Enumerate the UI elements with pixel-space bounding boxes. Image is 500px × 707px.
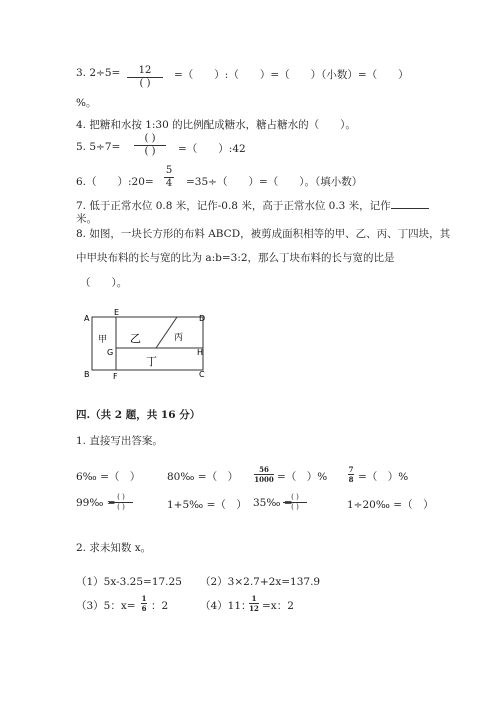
label-h: H (197, 348, 204, 357)
s4q2-p3-rest: ：2 (151, 600, 169, 612)
s4q1-r2-a-fraction (108, 494, 134, 511)
q5-fraction (134, 134, 166, 157)
answer-blank (391, 198, 429, 209)
label-e: E (114, 308, 120, 317)
q5-prefix: 5. 5÷7= (76, 141, 121, 153)
q6-rest: =35÷（ ）=（ ）。（填小数） (186, 176, 363, 188)
region-jia: 甲 (98, 335, 108, 345)
q4-text: 4. 把糖和水按 1:30 的比例配成糖水，糖占糖水的（ ）。 (76, 119, 356, 131)
q8-line1: 8. 如图，一块长方形的布料 ABCD，被剪成面积相等的甲、乙、丙、丁四块，其 (76, 228, 451, 240)
region-ding: 丁 (146, 355, 157, 368)
p3-den: 6 (141, 604, 147, 613)
s4q1-r1-d-rest: =（ ）% (358, 471, 409, 483)
s4q2-p3-fraction (140, 595, 148, 612)
q7-text: 7. 低于正常水位 0.8 米，记作-0.8 米，高于正常水位 0.3 米，记作 (76, 200, 391, 212)
s4q2-p4-fraction (248, 595, 260, 612)
q6-fraction (162, 166, 176, 189)
q3-frac-den: ( ) (139, 78, 151, 89)
s4q1-r1-c-fraction (253, 466, 275, 483)
s4q1-r1-b: 80‰ =（ ） (167, 471, 239, 483)
s4q1-r1-c-rest: =（ ）% (277, 471, 328, 483)
s4q2-p2: （2）3×2.7+2x=137.9 (200, 576, 321, 588)
label-g: G (107, 348, 114, 357)
label-c: C (199, 370, 205, 379)
r2-c-num: ( ) (291, 493, 299, 501)
s4q1-r2-c-prefix: 35‰ = (253, 497, 293, 509)
r1-c-num: 56 (259, 465, 269, 474)
s4q1-r1-d-fraction (347, 466, 355, 483)
section-4-title: 四.（共 2 题，共 16 分） (76, 409, 201, 421)
s4q1-r2-b: 1+5‰ =（ ） (167, 499, 247, 511)
label-d: D (199, 314, 206, 323)
r1-d-num: 7 (348, 465, 354, 474)
label-a: A (84, 314, 90, 323)
rectangle-figure (70, 305, 220, 385)
r1-c-den: 1000 (254, 475, 274, 484)
q3-fraction (127, 66, 163, 89)
q7-line1 (76, 198, 429, 213)
s4q1-r1-a: 6‰ =（ ） (76, 471, 141, 483)
label-b: B (84, 370, 90, 379)
r1-d-den: 8 (348, 475, 354, 484)
q7-line2: 米。 (76, 213, 97, 225)
q5-rest: =（ ）:42 (178, 143, 246, 155)
q8-line3: （ ）。 (80, 277, 128, 289)
p3-num: 1 (141, 594, 147, 603)
s4q2-title: 2. 求未知数 x。 (76, 542, 152, 554)
r2-c-den: ( ) (291, 503, 299, 511)
s4q1-r2-c-fraction (282, 494, 308, 511)
q3-tail: %。 (76, 97, 97, 109)
s4q2-p1: （1）5x-3.25=17.25 (76, 576, 182, 588)
s4q1-r2-d: 1÷20‰ =（ ） (347, 499, 434, 511)
q3-frac-num: 12 (138, 65, 152, 76)
q8-line2: 中甲块布料的长与宽的比为 a:b=3:2，那么丁块布料的长与宽的比是 (76, 252, 395, 264)
region-yi: 乙 (130, 332, 141, 345)
region-bing: 丙 (174, 333, 184, 343)
label-f: F (113, 372, 118, 381)
s4q1-r2-a-prefix: 99‰ = (76, 497, 116, 509)
q3-prefix: 3. 2÷5= (76, 67, 121, 79)
q6-frac-den: 4 (165, 178, 173, 189)
s4q2-p4-rest: =x：2 (262, 600, 294, 612)
q5-frac-den: ( ) (144, 146, 156, 157)
q6-frac-num: 5 (165, 165, 173, 176)
q6-prefix: 6.（ ）:20= (76, 176, 154, 188)
r2-a-num: ( ) (117, 493, 125, 501)
s4q2-p3-prefix: （3）5：x= (76, 600, 136, 612)
q5-frac-num: ( ) (144, 133, 156, 144)
p4-num: 1 (251, 594, 257, 603)
p4-den: 12 (249, 604, 259, 613)
s4q2-p4-prefix: （4）11： (200, 600, 252, 612)
r2-a-den: ( ) (117, 503, 125, 511)
s4q1-title: 1. 直接写出答案。 (76, 435, 163, 447)
q3-rest: =（ ）:（ ）=（ ）（小数）=（ ） (174, 69, 409, 81)
